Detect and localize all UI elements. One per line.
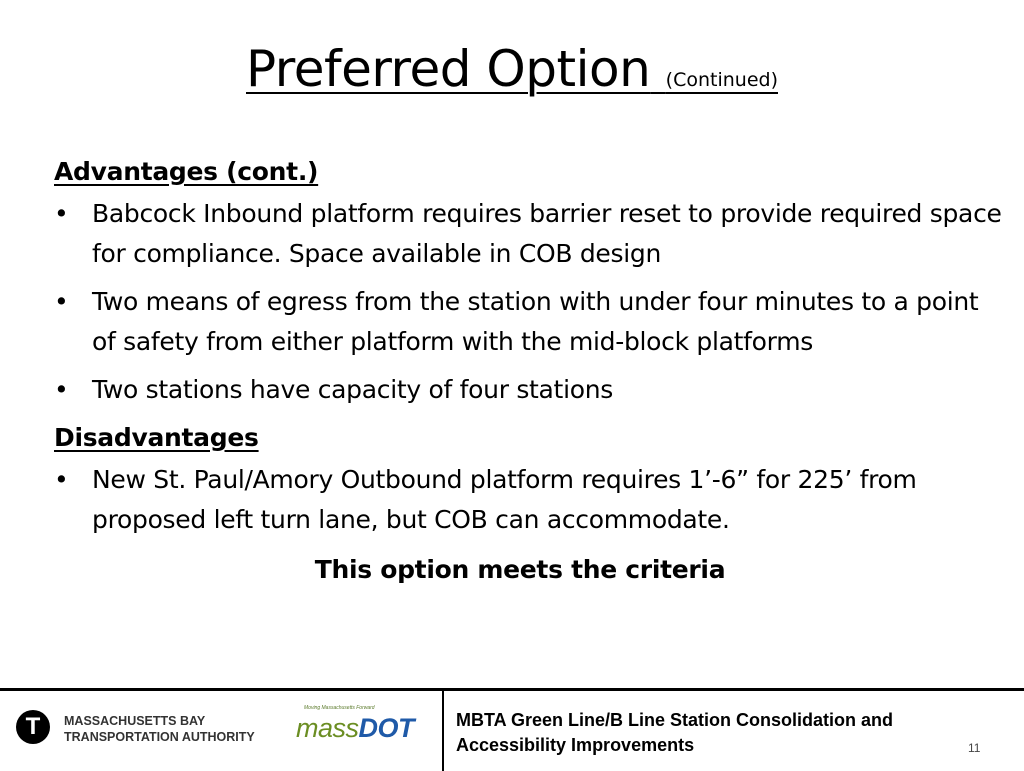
slide-title-suffix: (Continued) bbox=[665, 69, 778, 91]
page-number: 11 bbox=[968, 741, 981, 755]
project-title bbox=[456, 708, 1016, 758]
footer-divider bbox=[442, 691, 444, 771]
massdot-wordmark bbox=[296, 713, 414, 744]
list-item bbox=[54, 194, 1004, 274]
list-item-text: Two stations have capacity of four stations bbox=[92, 375, 613, 404]
list-item bbox=[54, 282, 1004, 362]
mbta-logo-letter: T bbox=[25, 713, 41, 740]
slide-body bbox=[54, 152, 1004, 590]
conclusion-text: This option meets the criteria bbox=[314, 555, 726, 584]
list-item-text: New St. Paul/Amory Outbound platform requires 1’-6” for 225’ from proposed left turn lane, but COB can accommodate. bbox=[92, 465, 917, 534]
mbta-name-line1: MASSACHUSETTS BAY bbox=[64, 714, 206, 728]
list-item-text: Babcock Inbound platform requires barrier reset to provide required space for compliance. Space available in COB design bbox=[92, 199, 1002, 268]
bullet-icon: • bbox=[54, 375, 69, 404]
disadvantages-heading: Disadvantages bbox=[54, 423, 259, 452]
bullet-icon: • bbox=[54, 465, 69, 494]
massdot-dot: DOT bbox=[358, 713, 415, 743]
advantages-heading: Advantages (cont.) bbox=[54, 157, 319, 186]
slide-footer bbox=[0, 688, 1024, 771]
slide-title-text: Preferred Option bbox=[246, 40, 651, 98]
list-item-text: Two means of egress from the station with under four minutes to a point of safety from either platform with the mid-block platforms bbox=[92, 287, 979, 356]
massdot-tagline: Moving Massachusetts Forward bbox=[304, 705, 375, 711]
mbta-name bbox=[64, 713, 255, 745]
bullet-icon: • bbox=[54, 199, 69, 228]
slide-title bbox=[246, 38, 778, 111]
project-title-line2: Accessibility Improvements bbox=[456, 735, 695, 755]
project-title-line1: MBTA Green Line/B Line Station Consolidation and bbox=[456, 710, 894, 730]
list-item bbox=[54, 460, 1004, 540]
advantages-list bbox=[54, 194, 1004, 410]
mbta-t-logo-icon bbox=[16, 710, 50, 744]
bullet-icon: • bbox=[54, 287, 69, 316]
massdot-logo bbox=[296, 703, 420, 753]
disadvantages-list bbox=[54, 460, 1004, 540]
list-item bbox=[54, 370, 1004, 410]
slide-title-wrap bbox=[0, 38, 1024, 111]
mbta-name-line2: TRANSPORTATION AUTHORITY bbox=[64, 730, 255, 744]
massdot-mass: mass bbox=[296, 713, 359, 743]
